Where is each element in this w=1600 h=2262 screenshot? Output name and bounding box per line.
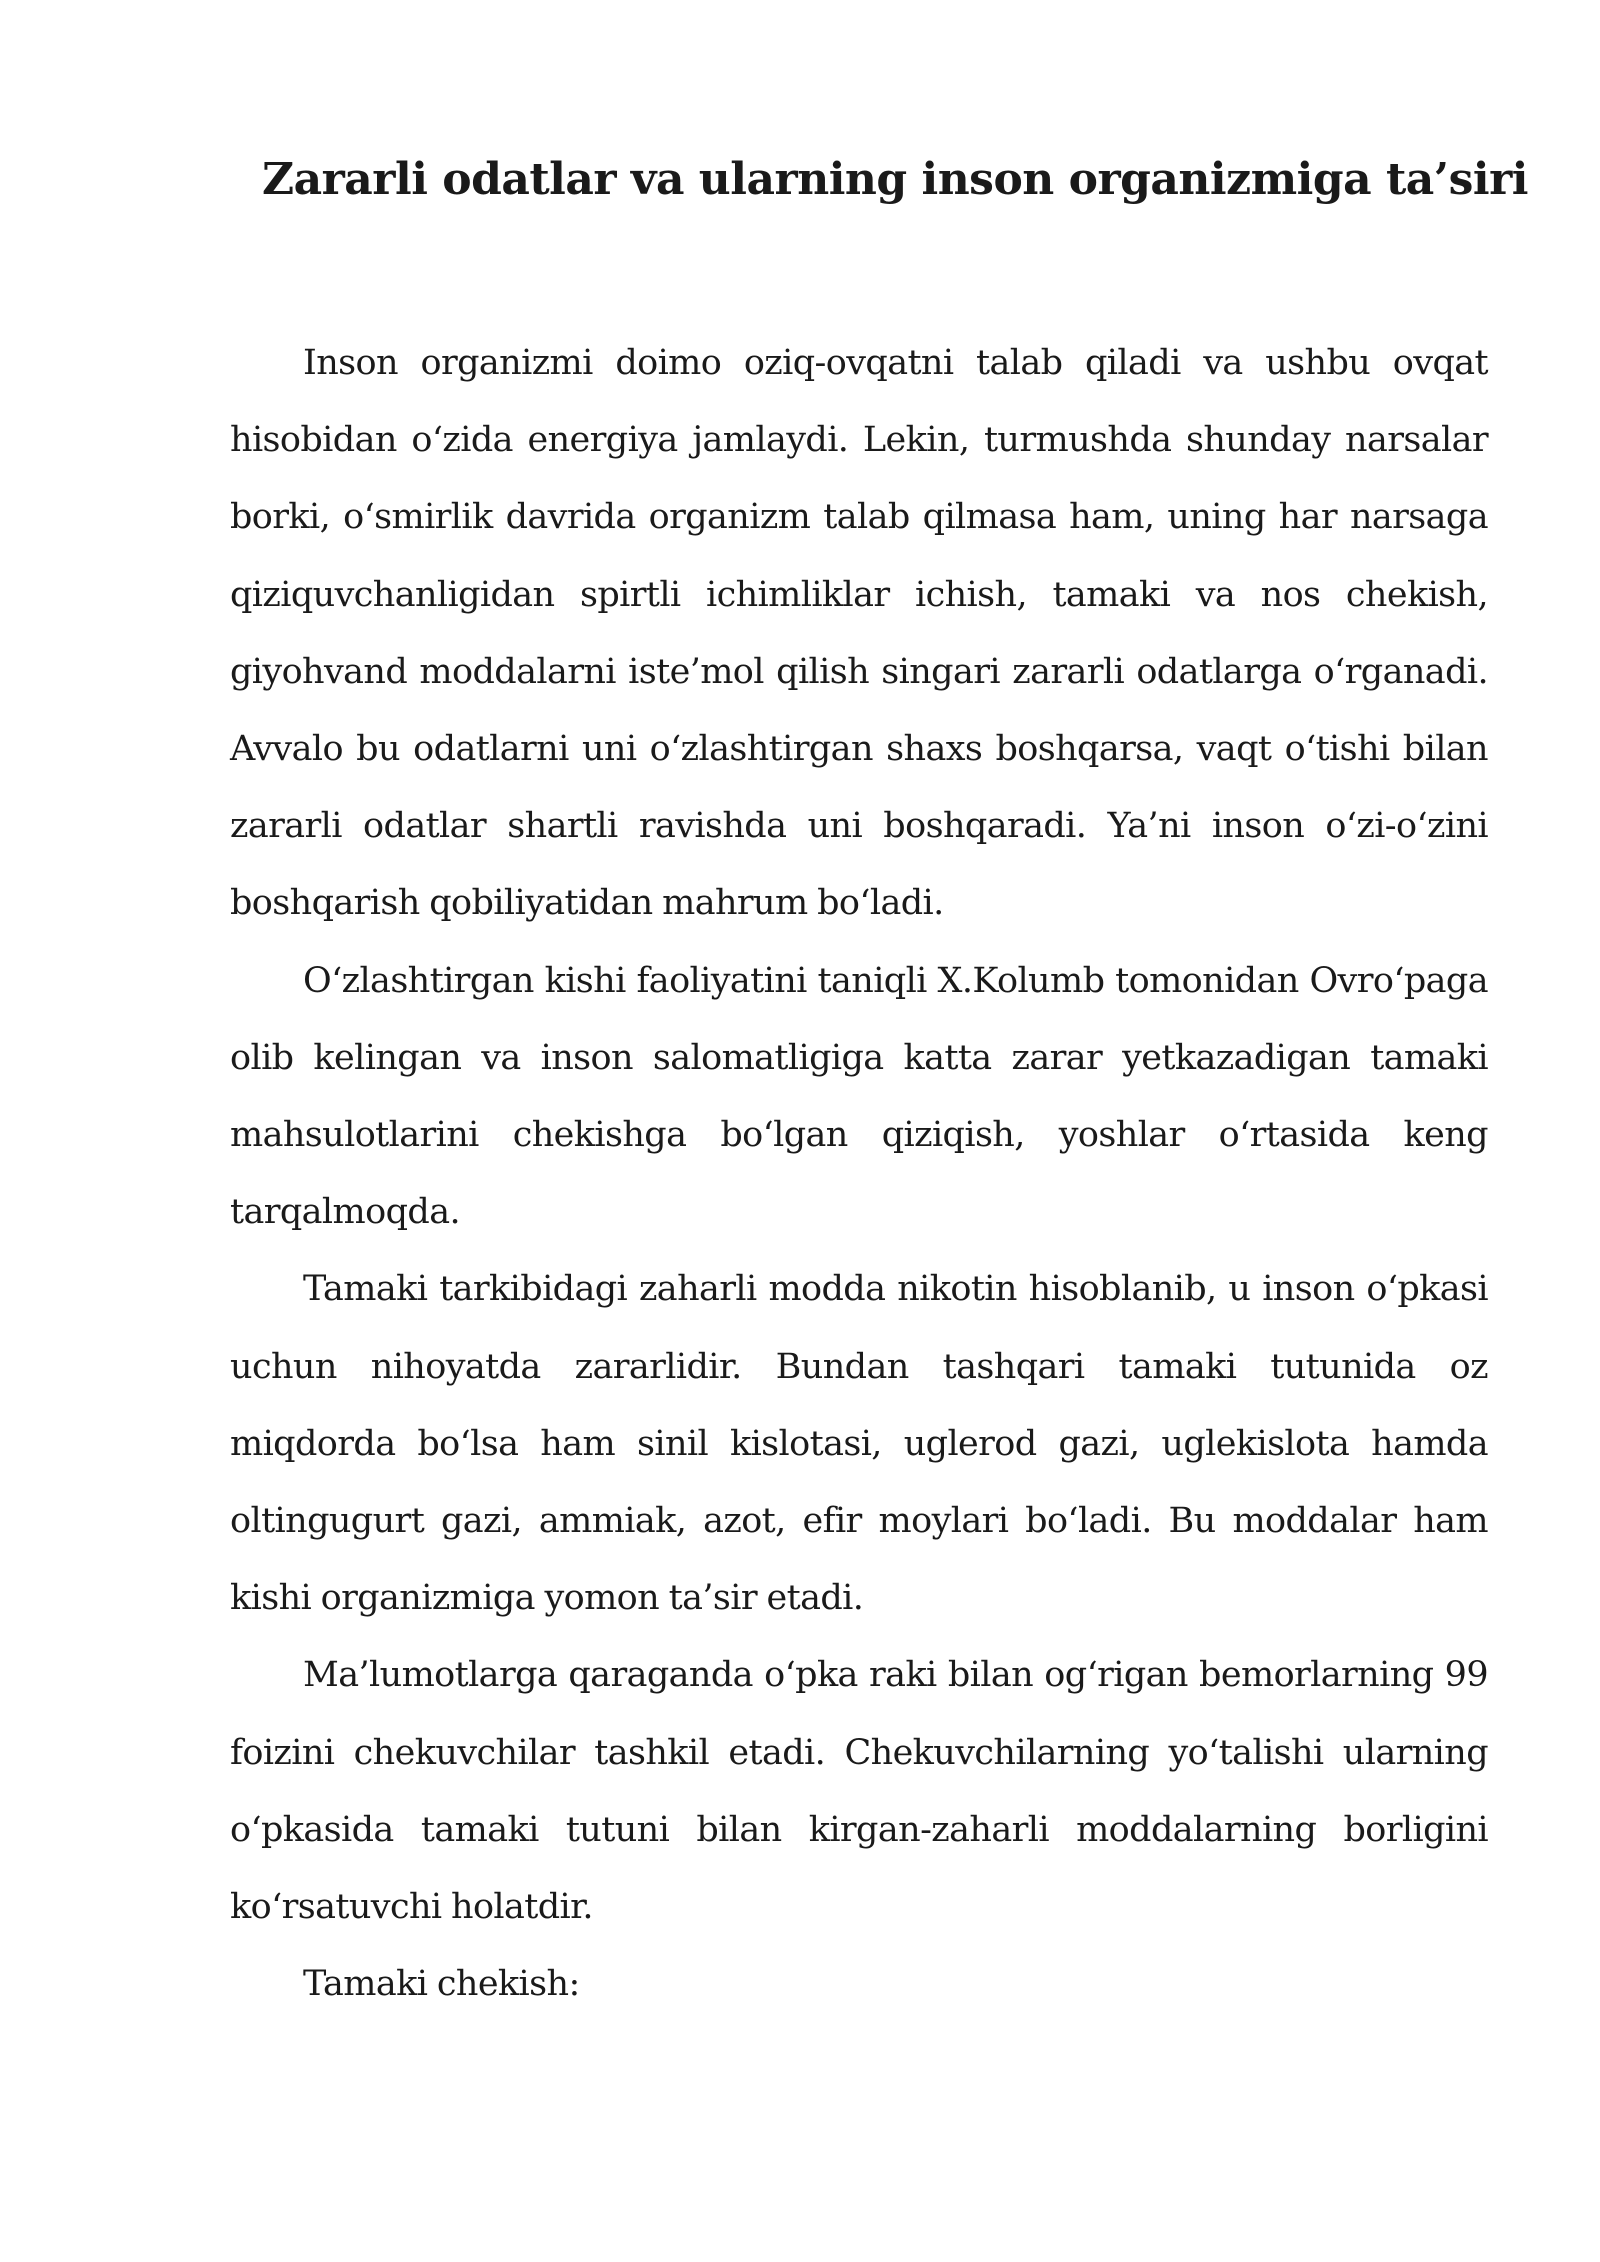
paragraph-5: Tamaki chekish: xyxy=(303,1964,580,2005)
document-body xyxy=(230,325,1488,2023)
paragraph-1: Inson organizmi doimo oziq-ovqatni talab qiladi va ushbu ovqat hisobidan o‘zida energiya jamlaydi. Lekin, turmushda shunday narsalar borki, o‘smirlik davrida organizm talab qilmasa ham, uning har narsaga qiziquvchanligidan spirtli ichimliklar ichish, tamaki va nos chekish, giyohvand moddalarni iste’mol qilish singari zararli odatlarga o‘rganadi. Avvalo bu odatlarni uni o‘zlashtirgan shaxs boshqarsa, vaqt o‘tishi bilan zararli odatlar shartli ravishda uni boshqaradi. Ya’ni inson o‘zi-o‘zini boshqarish qobiliyatidan mahrum bo‘ladi. xyxy=(230,343,1488,924)
paragraph-2: O‘zlashtirgan kishi faoliyatini taniqli X.Kolumb tomonidan Ovro‘paga olib kelingan va inson salomatligiga katta zarar yetkazadigan tamaki mahsulotlarini chekishga bo‘lgan qiziqish, yoshlar o‘rtasida keng tarqalmoqda. xyxy=(230,960,1488,1233)
paragraph-3: Tamaki tarkibidagi zaharli modda nikotin hisoblanib, u inson o‘pkasi uchun nihoyatda zararlidir. Bundan tashqari tamaki tutunida oz miqdorda bo‘lsa ham sinil kislotasi, uglerod gazi, uglekislota hamda oltingugurt gazi, ammiak, azot, efir moylari bo‘ladi. Bu moddalar ham kishi organizmiga yomon ta’sir etadi. xyxy=(230,1269,1488,1619)
document-title: Zararli odatlar va ularning inson organizmiga ta’siri xyxy=(261,154,1529,205)
paragraph-4: Ma’lumotlarga qaraganda o‘pka raki bilan og‘rigan bemorlarning 99 foizini chekuvchilar tashkil etadi. Chekuvchilarning yo‘talishi ularning o‘pkasida tamaki tutuni bilan kirgan-zaharli moddalarning borligini ko‘rsatuvchi holatdir. xyxy=(230,1655,1488,1928)
